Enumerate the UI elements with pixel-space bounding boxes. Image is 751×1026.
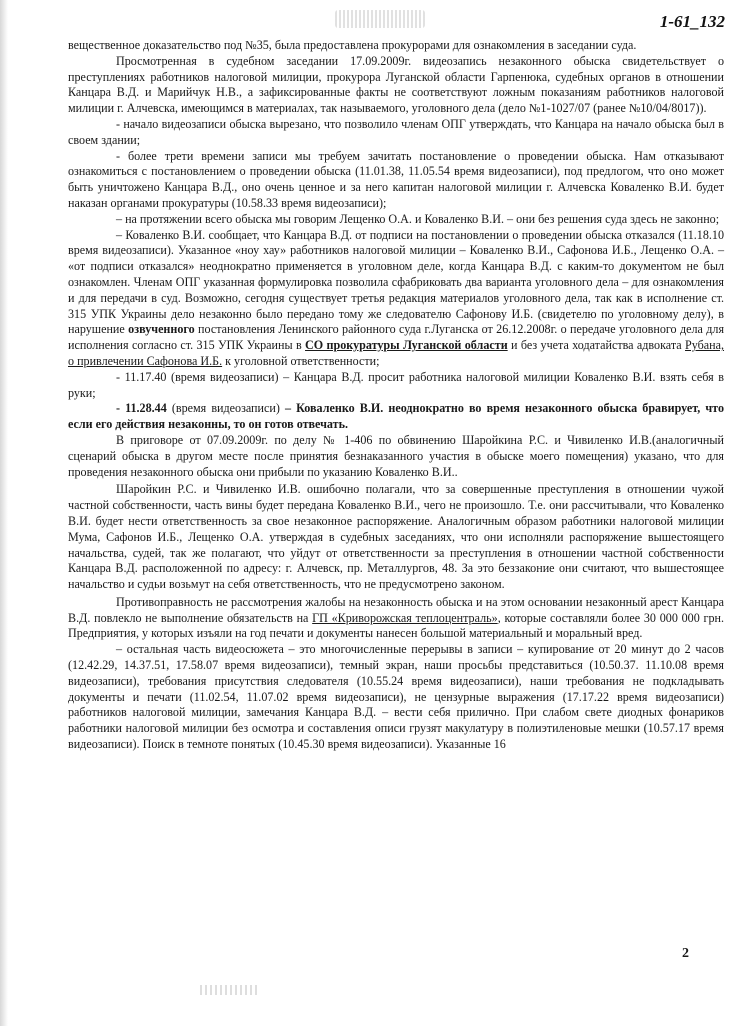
paragraph [68, 595, 724, 642]
paragraph: Шаройкин Р.С. и Чивиленко И.В. ошибочно полагали, что за совершенные преступления в отношении чужой частной собственности, часть вины будет передана Коваленко В.И., чего не произошло. Т.е. они рассчитывали, что Коваленко В.И. будет нести ответственность за свое незаконное распоряжение. Аналогичным образом работники налоговой милиции Мума, Сафонов И.Б., Лещенко О.А. утверждая в судебных заседаниях, что они исполняли распоряжение вышестоящего начальства, судей, так же полагают, что уйдут от ответственности за преступления в отношении частной собственности Канцара В.Д. расположенной по адресу: г. Алчевск, пр. Металлургов, 48. За это беззаконие они считают, что вышестоящее начальство и судьи возьмут на себя ответственность, что не предусмотрено законом. [68, 482, 724, 592]
archive-number: 1-61_132 [659, 12, 725, 31]
paragraph [68, 401, 724, 433]
text-run: и без учета ходатайства адвоката [511, 338, 682, 353]
scan-stamp-mark [335, 10, 425, 28]
text-run-bold: озвученного [128, 322, 195, 337]
paragraph: вещественное доказательство под №35, была предоставлена прокурорами для ознакомления в заседании суда. [68, 38, 637, 52]
text-run: (время видеозаписи) [171, 401, 280, 416]
paragraph: – на протяжении всего обыска мы говорим Лещенко О.А. и Коваленко В.И. – они без решения суда здесь не законно; [116, 211, 720, 226]
paragraph: В приговоре от 07.09.2009г. по делу № 1-406 по обвинению Шаройкина Р.С. и Чивиленко И.В.(аналогичный сценарий обыска в другом месте после принятия безнаказанного участия в обыске моего помещения) указано, что для проведения незаконного обыска они прибыли по указанию Коваленко В.И.. [68, 432, 724, 479]
page-number: 2 [682, 946, 689, 961]
text-run: – Коваленко В.И. сообщает, что Канцара В.Д. от подписи на постановлении о проведении обыска отказался (11.18.10 время видеозаписи). Указанное «ноу хау» работников налоговой милиции – Коваленко В.И., Сафонова И.Б., Лещенко О.А. – «от подписи отказался» неоднократно применяется в уголовном деле, когда Канцара В.Д. с каким-то документом не был ознакомлен. Членам ОПГ указанная формулировка позволила сфабриковать два варианта уголовного дела – для ознакомления и для передачи в суд. Возможно, сегодня существует третья редакция материалов уголовного дела, так как в исполнение ст. 315 УПК Украины дело незаконно было передано тому же следователю Сафонову И.Б. (свидетелю по уголовному делу), в нарушение [68, 227, 724, 337]
text-run: Противоправность не рассмотрения жалобы на незаконность обыска и на этом основании незаконный арест Канцара В.Д. повлекло не выполнение обязательств на [68, 594, 724, 625]
text-run-bold: - 11.28.44 [116, 401, 167, 416]
text-run-underlined: Рубана, о привлечении Сафонова И.Б. [68, 338, 725, 368]
text-run: постановления Ленинского районного суда г.Луганска от 26.12.2008г. о передаче уголовного дела для исполнения согласно ст. 315 УПК Украины в [68, 322, 725, 353]
paragraph: – остальная часть видеосюжета – это многочисленные перерывы в записи – купирование от 20 минут до 2 часов (12.42.29, 14.37.51, 17.58.07 время видеозаписи), темный экран, наши просьбы представиться (10.50.37. 11.10.08 время видеозаписи), требования присутствия следователя (10.55.24 время видеозаписи), наши требования не подкладывать документы и печати (11.02.54, 11.07.02 время видеозаписи), не цензурные выражения (17.17.22 время видеозаписи) работников налоговой милиции, замечания Канцара В.Д. – вести себя прилично. При слабом свете диодных фонариков работники налоговой милиции без осмотра и составления описи грузят макулатуру в полиэтиленовые мешки (10.57.17 время видеозаписи). Поиск в темноте понятых (10.45.30 время видеозаписи). Указанные 16 [68, 642, 724, 752]
paragraph: - 11.17.40 (время видеозаписи) – Канцара В.Д. просит работника налоговой милиции Коваленко В.И. взять себя в руки; [68, 369, 724, 400]
paragraph: - начало видеозаписи обыска вырезано, что позволило членам ОПГ утверждать, что Канцара на начало обыска был в своем здании; [68, 116, 724, 147]
paragraph [68, 228, 724, 370]
text-run: к уголовной ответственности; [225, 353, 380, 368]
document-body [68, 38, 724, 753]
paragraph: Просмотренная в судебном заседании 17.09.2009г. видеозапись незаконного обыска свидетельствует о преступлениях работников налоговой милиции, прокурора Луганской области Гарпенюка, судебных органов в отношении Канцара В.Д. и Марийчук Н.В., а зафиксированные факты не соответствуют ложным показаниям работников налоговой милиции г. Алчевска, имеющимся в материалах, так называемого, уголовного дела (дело №1-1027/07 (ранее №10/04/8017)). [68, 53, 724, 116]
text-run-underlined: ГП «Криворожская теплоцентраль» [312, 610, 498, 625]
text-run-underlined: СО прокуратуры Луганской области [305, 338, 508, 353]
scan-edge-shadow [0, 0, 8, 1026]
paragraph: - более трети времени записи мы требуем зачитать постановление о проведении обыска. Нам отказывают ознакомиться с постановлением о проведении обыска (11.01.38, 11.05.54 время видеозаписи), под предлогом, что оно может быть уничтожено Канцара В.Д., оно очень ценное и за него капитан налоговой милиции г. Алчевска Коваленко В.И. будет наказан органами прокуратуры (10.58.33 время видеозаписи); [68, 148, 724, 210]
scan-noise-mark [200, 985, 260, 995]
text-run-bold: – Коваленко В.И. неоднократно во время незаконного обыска бравирует, что если его действия незаконны, то он готов отвечать. [68, 401, 724, 432]
text-run: , которые составляли более 30 000 000 грн. Предприятия, у которых изъяли на год печати и документы нанесен большой материальный и моральный вред. [68, 610, 724, 641]
